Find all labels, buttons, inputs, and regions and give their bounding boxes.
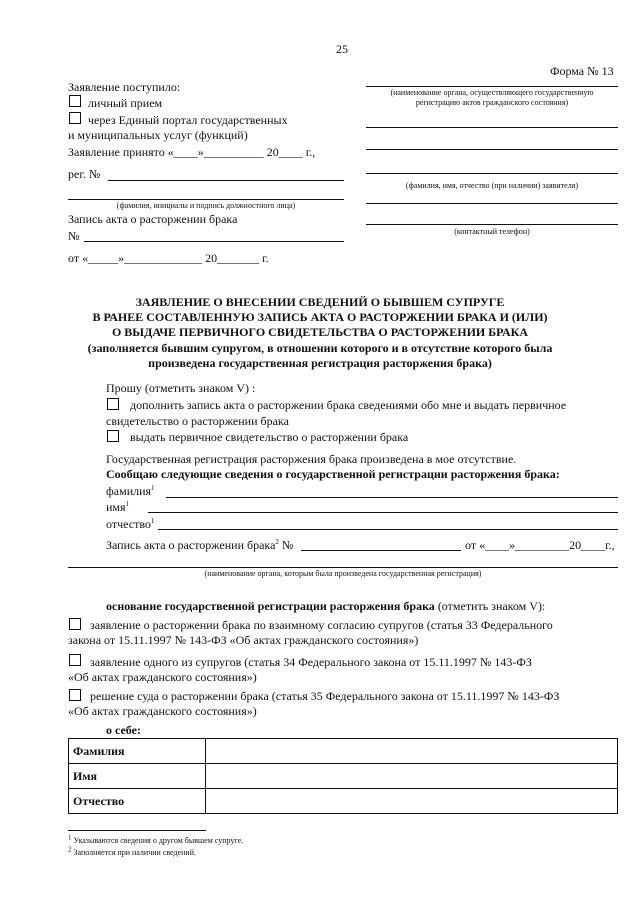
spouse-surname-field[interactable] — [166, 497, 618, 498]
page-number: 25 — [336, 42, 348, 56]
applicant-line-3[interactable] — [366, 173, 618, 174]
personal-label: личный прием — [88, 96, 163, 110]
received-title: Заявление поступило: — [68, 80, 181, 94]
heading-line1: ЗАЯВЛЕНИЕ О ВНЕСЕНИИ СВЕДЕНИЙ О БЫВШЕМ СУПРУГЕ — [135, 295, 505, 309]
footnote-1-text: Указываются сведения о другом бывшем супруге. — [71, 836, 244, 845]
basis-title: основание государственной регистрации расторжения брака — [106, 599, 435, 613]
basis-title-note: (отметить знаком V): — [434, 599, 546, 613]
table-row — [69, 739, 618, 764]
spouse-patronymic-field[interactable] — [158, 529, 618, 530]
portal-checkbox[interactable] — [69, 112, 81, 124]
basis-title-row — [106, 599, 545, 613]
patronymic-cell: Отчество — [69, 789, 206, 814]
applicant-caption: (фамилия, имя, отчество (при наличии) заявителя) — [405, 181, 579, 190]
phone-line[interactable] — [366, 224, 618, 225]
footnote-ref-1: 1 — [151, 484, 155, 492]
personal-checkbox[interactable] — [69, 95, 81, 107]
footnote-divider — [68, 830, 206, 831]
footnote-ref-1c: 1 — [150, 517, 155, 525]
absence-statement: Государственная регистрация расторжения брака произведена в мое отсутствие. — [106, 452, 517, 466]
organ-caption-line1: (наименование органа, осуществляющего государственную — [390, 88, 594, 97]
reg-number-label: рег. № — [68, 167, 101, 181]
about-table — [68, 738, 618, 814]
spouse-name-field[interactable] — [148, 512, 618, 513]
divorce-record-number-field[interactable] — [301, 550, 461, 551]
supplement-record-label-line1: дополнить запись акта о расторжении брака сведениями обо мне и выдать первичное — [130, 398, 567, 412]
reg-number-line[interactable] — [108, 180, 344, 181]
heading-line3: О ВЫДАЧЕ ПЕРВИЧНОГО СВИДЕТЕЛЬСТВА О РАСТОРЖЕНИИ БРАКА — [111, 325, 529, 339]
record-number-label: № — [68, 229, 80, 243]
divorce-record-no: № — [278, 538, 294, 552]
court-decision-checkbox[interactable] — [69, 689, 81, 701]
spouse-patronymic-text: отчество — [106, 517, 151, 531]
spouse-name-text: имя — [106, 500, 126, 514]
divorce-record-text: Запись акта о расторжении брака — [106, 538, 276, 552]
patronymic-value-cell[interactable] — [206, 789, 618, 814]
applicant-line-1[interactable] — [366, 127, 618, 128]
mutual-consent-checkbox[interactable] — [69, 618, 81, 630]
organ-caption-line2: регистрацию актов гражданского состояния) — [415, 98, 569, 107]
mutual-consent-label-line1: заявление о расторжении брака по взаимному согласию супругов (статья 33 Федерального — [90, 618, 553, 632]
heading-line5: произведена государственная регистрация расторжения брака) — [148, 356, 492, 370]
name-cell: Имя — [69, 764, 206, 789]
footnote-ref-1b: 1 — [125, 500, 130, 508]
form-number: Форма № 13 — [550, 64, 614, 78]
organ-line[interactable] — [366, 86, 618, 87]
name-value-cell[interactable] — [206, 764, 618, 789]
official-signature-line[interactable] — [68, 199, 344, 200]
portal-label-line2: и муниципальных услуг (функций) — [68, 128, 248, 142]
request-title: Прошу (отметить знаком V) : — [106, 381, 256, 395]
footnote-1 — [68, 833, 244, 846]
accepted-date: Заявление принято «____»__________ 20____ г., — [68, 145, 316, 159]
official-caption: (фамилия, инициалы и подпись должностного лица) — [116, 201, 296, 210]
about-title: о себе: — [106, 723, 141, 737]
primary-certificate-checkbox[interactable] — [107, 430, 119, 442]
table-row — [69, 764, 618, 789]
spouse-surname-text: фамилия — [106, 484, 152, 498]
footnote-2 — [68, 845, 196, 858]
spouse-surname-label — [106, 484, 155, 498]
supplement-record-label-line2: свидетельство о расторжении брака — [106, 414, 289, 428]
surname-value-cell[interactable] — [206, 739, 618, 764]
surname-cell: Фамилия — [69, 739, 206, 764]
one-spouse-label-line1: заявление одного из супругов (статья 34 Федерального закона от 15.11.1997 № 143-ФЗ — [90, 655, 532, 669]
supplement-record-checkbox[interactable] — [107, 398, 119, 410]
divorce-record-label — [106, 538, 293, 552]
heading-line4: (заполняется бывшим супругом, в отношении которого и в отсутствие которого была — [87, 341, 553, 355]
record-date: от «_____»_____________ 20_______ г. — [68, 251, 269, 265]
registration-report-title: Сообщаю следующие сведения о государственной регистрации расторжения брака: — [106, 467, 560, 481]
applicant-line-2[interactable] — [366, 149, 618, 150]
heading-line2: В РАНЕЕ СОСТАВЛЕННУЮ ЗАПИСЬ АКТА О РАСТОРЖЕНИИ БРАКА И (ИЛИ) — [92, 310, 548, 324]
primary-certificate-label: выдать первичное свидетельство о расторжении брака — [130, 430, 409, 444]
portal-label-line1: через Единый портал государственных — [88, 113, 288, 127]
record-number-line[interactable] — [84, 241, 344, 242]
footnote-ref-2: 2 — [275, 538, 279, 546]
applicant-line-4[interactable] — [366, 203, 618, 204]
court-decision-label-line2: «Об актах гражданского состояния») — [68, 704, 257, 718]
footnote-1-number: 1 — [68, 833, 72, 842]
registration-organ-caption: (наименование органа, которым была произведена государственная регистрация) — [204, 569, 482, 578]
divorce-record-date: от «____»_________20____г., — [465, 538, 615, 552]
one-spouse-checkbox[interactable] — [69, 654, 81, 666]
court-decision-label-line1: решение суда о расторжении брака (статья 35 Федерального закона от 15.11.1997 № 143-ФЗ — [90, 689, 560, 703]
record-title: Запись акта о расторжении брака — [68, 212, 238, 226]
one-spouse-label-line2: «Об актах гражданского состояния») — [68, 670, 257, 684]
spouse-patronymic-label — [106, 517, 154, 531]
table-row — [69, 789, 618, 814]
spouse-name-label — [106, 500, 129, 514]
phone-caption: (контактный телефон) — [454, 227, 530, 236]
footnote-2-text: Заполняется при наличии сведений. — [71, 848, 196, 857]
footnote-2-number: 2 — [68, 845, 72, 854]
registration-organ-field[interactable] — [68, 567, 618, 568]
mutual-consent-label-line2: закона от 15.11.1997 № 143-ФЗ «Об актах гражданского состояния») — [68, 633, 419, 647]
